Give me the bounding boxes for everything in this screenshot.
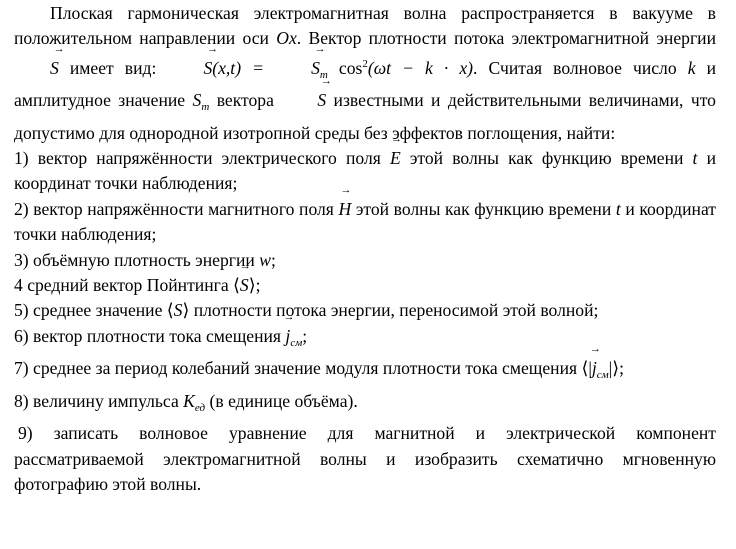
task-item-3 (14, 248, 716, 273)
amplitude-subscript: m (201, 101, 210, 114)
task-6-end: ; (302, 325, 308, 346)
task-2-text: 2) вектор напряжённости магнитного поля (14, 198, 339, 219)
task-9-text: 9) записать волновое уравнение для магнитной и электрической компонент рассматриваемой электромагнитной волны и изобразить схематично мгновенную фотографию этой волны. (14, 423, 716, 494)
task-item-7 (14, 356, 716, 388)
task-5-text-2: плотности потока энергии, переносимой этой волной; (189, 300, 599, 321)
task-2-text-2: этой волны как функцию времени (351, 198, 616, 219)
task-2-text-3: и координат точки наблюдения; (14, 198, 716, 245)
formula-power: 2 (362, 57, 368, 70)
intro-text-1: Плоская гармоническая электромагнитная волна распространяется в вакууме в положительном направлении оси (14, 3, 716, 49)
formula-s-vector: → S (167, 56, 212, 81)
formula-args: (x,t) = (212, 57, 276, 78)
j-vector-symbol: → j (285, 324, 290, 349)
j-vector-symbol-2: → j (592, 356, 597, 381)
task-3-text: 3) объёмную плотность энергии (14, 249, 260, 270)
s-symbol: S (173, 300, 183, 321)
task-1-text: 1) вектор напряжённости электрического поля (14, 148, 390, 169)
task-item-9 (14, 421, 716, 497)
task-6-text: 6) вектор плотности тока смещения (14, 325, 286, 346)
energy-density-symbol: w (259, 249, 271, 270)
intro-text-7: известными и действительными величинами, что допустимо для однородной изотропной среды без эффектов поглощения, найти: (14, 90, 716, 143)
task-item-4 (14, 273, 716, 298)
poynting-vector-symbol: → S (14, 56, 59, 81)
task-4-text: 4 средний вектор Пойнтинга (14, 275, 234, 296)
task-8-text: 8) величину импульса (14, 390, 184, 411)
momentum-subscript: ед (194, 401, 206, 414)
task-3-end: ; (270, 249, 276, 270)
task-8-text-2: (в единице объёма). (205, 390, 358, 411)
intro-text-6: вектора (209, 90, 282, 111)
task-item-5 (14, 298, 716, 323)
axis-ox: Ox (276, 28, 297, 49)
task-7-end: ; (619, 358, 624, 379)
right-angle-bracket: ⟩ (248, 275, 256, 296)
j-subscript: см (290, 336, 303, 349)
task-item-6 (14, 324, 716, 356)
task-1-text-3: и координат точки наблюдения; (14, 148, 716, 194)
momentum-symbol: K (183, 390, 195, 411)
task-4-end: ; (255, 275, 261, 296)
intro-text-2: . Вектор плотности потока электромагнитной энергии (296, 28, 716, 49)
intro-text-4: . Считая волновое число (473, 57, 688, 78)
right-angle-bracket-2: ⟩ (182, 300, 190, 321)
e-vector-symbol: → E (390, 146, 401, 171)
task-item-8 (14, 389, 716, 421)
amplitude-symbol: S (192, 90, 202, 111)
wave-number-symbol: k (687, 57, 696, 78)
time-symbol-2: t (615, 198, 621, 219)
task-item-2 (14, 197, 716, 248)
j-subscript-2: см (596, 369, 609, 382)
formula-cos: cos (327, 57, 363, 78)
time-symbol: t (692, 148, 698, 169)
left-angle-bracket: ⟨ (233, 275, 240, 296)
h-vector-symbol: → H (339, 197, 352, 222)
poynting-vector-symbol-2: → S (281, 88, 326, 113)
task-5-text: 5) среднее значение (14, 300, 167, 321)
intro-text-3: имеет вид: (58, 57, 168, 78)
task-1-text-2: этой волны как функцию времени (400, 148, 693, 169)
problem-statement (14, 1, 716, 146)
task-item-1 (14, 146, 716, 197)
task-7-text: 7) среднее за период колебаний значение модуля плотности тока смещения (14, 358, 582, 379)
left-angle-bracket-2: ⟨ (166, 300, 174, 321)
formula-m-subscript: m (319, 68, 328, 81)
formula-sm-vector: → S (275, 56, 320, 81)
s-vector-symbol: → S (240, 273, 249, 298)
left-angle-abs: ⟨| (581, 358, 592, 379)
formula-argument: (ωt − k · x) (367, 57, 474, 78)
right-angle-abs: |⟩ (608, 358, 620, 379)
intro-text-5: и амплитудное значение (14, 57, 717, 111)
